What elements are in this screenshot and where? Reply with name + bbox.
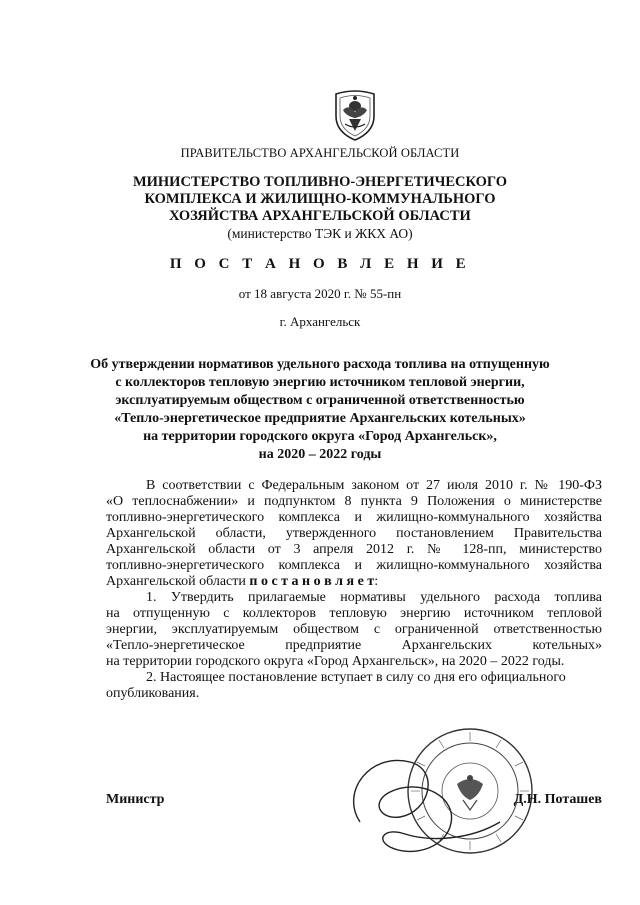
document-type-title: П О С Т А Н О В Л Е Н И Е xyxy=(169,256,471,272)
body-line xyxy=(106,574,602,590)
government-name: ПРАВИТЕЛЬСТВО АРХАНГЕЛЬСКОЙ ОБЛАСТИ xyxy=(180,146,460,160)
body-line: топливно-энергетического комплекса и жилищно-коммунального хозяйства xyxy=(106,558,602,573)
item-line: 2. Настоящее постановление вступает в силу со дня его официального xyxy=(146,670,566,685)
ministry-line: КОМПЛЕКСА И ЖИЛИЩНО-КОММУНАЛЬНОГО xyxy=(144,191,496,207)
ministry-short-name: (министерство ТЭК и ЖКХ АО) xyxy=(227,226,413,241)
body-line: топливно-энергетического комплекса и жилищно-коммунального хозяйства xyxy=(106,510,602,525)
body-line: Архангельской области, утвержденного постановлением Правительства xyxy=(106,526,602,541)
body-text-fragment: Архангельской области xyxy=(106,574,246,589)
item-line: на территории городского округа «Город Архангельск», на 2020 – 2022 годы. xyxy=(106,654,565,669)
ministry-line: МИНИСТЕРСТВО ТОПЛИВНО-ЭНЕРГЕТИЧЕСКОГО xyxy=(132,174,508,190)
body-line: «О теплоснабжении» и подпунктом 8 пункта 9 Положения о министерстве xyxy=(106,494,602,509)
signatory-name: Д.Н. Поташев xyxy=(513,792,602,807)
item-line: опубликования. xyxy=(106,686,200,701)
item-line: энергии, эксплуатируемым обществом с ограниченной ответственностью xyxy=(106,622,602,637)
ministry-line: ХОЗЯЙСТВА АРХАНГЕЛЬСКОЙ ОБЛАСТИ xyxy=(169,208,471,224)
item-line: «Тепло-энергетическое предприятие Архангельских котельных» xyxy=(106,638,602,653)
subject-line: с коллекторов тепловую энергию источником тепловой энергии, xyxy=(115,375,525,390)
body-text-fragment: : xyxy=(374,574,379,589)
resolves-keyword: п о с т а н о в л я е т xyxy=(245,574,375,589)
subject-line: «Тепло-энергетическое предприятие Архангельских котельных» xyxy=(114,411,526,426)
subject-line: на территории городского округа «Город Архангельск», xyxy=(143,429,497,444)
body-line: В соответствии с Федеральным законом от 27 июля 2010 г. № 190-ФЗ xyxy=(146,478,602,493)
decree-date-number: от 18 августа 2020 г. № 55-пн xyxy=(238,286,402,301)
item-line: на отпущенную с коллекторов тепловую энергию источником тепловой xyxy=(106,606,602,621)
subject-line: эксплуатируемым обществом с ограниченной ответственностью xyxy=(115,393,525,408)
subject-line: на 2020 – 2022 годы xyxy=(258,447,382,462)
signatory-title: Министр xyxy=(106,792,165,807)
body-paragraph-preamble xyxy=(106,478,602,702)
subject-line: Об утверждении нормативов удельного расхода топлива на отпущенную xyxy=(90,357,550,372)
decree-subject xyxy=(0,356,640,464)
coat-of-arms-icon xyxy=(330,86,380,142)
ministry-name xyxy=(0,174,640,242)
item-line: 1. Утвердить прилагаемые нормативы удельного расхода топлива xyxy=(146,590,602,605)
decree-city: г. Архангельск xyxy=(279,314,361,329)
body-line: Архангельской области от 3 апреля 2012 г. № 128-пп, министерство xyxy=(106,542,602,557)
